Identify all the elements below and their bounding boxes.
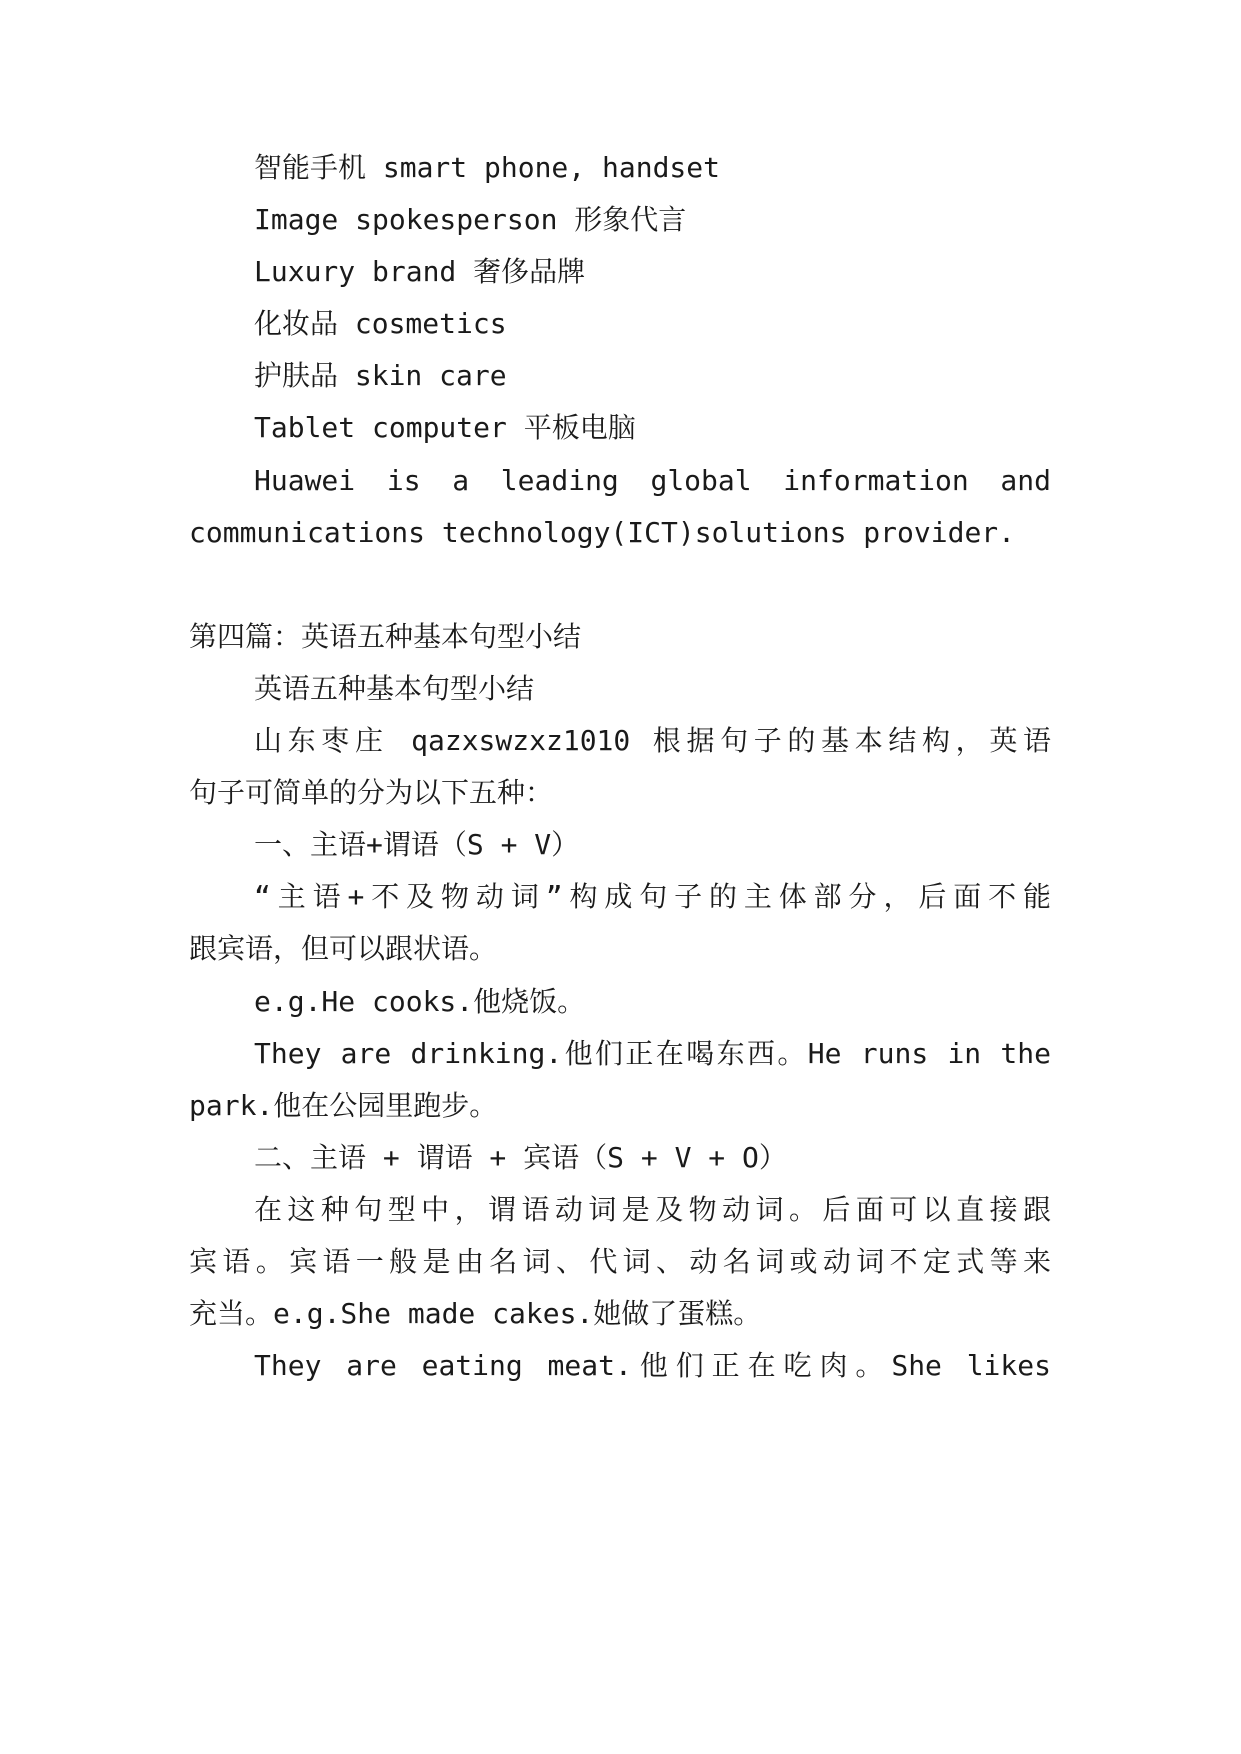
text-line: Image spokesperson 形象代言 [254, 203, 687, 236]
example-line: park.他在公园里跑步。 [189, 1089, 498, 1122]
text-line: 护肤品 skin care [254, 359, 507, 392]
text-line: 化妆品 cosmetics [254, 307, 507, 340]
text-line: “主语+不及物动词”构成句子的主体部分，后面不能 [254, 880, 1051, 913]
example-line: They are drinking.他们正在喝东西。He runs in the [254, 1037, 1051, 1070]
subheading: 二、主语 + 谓语 + 宾语（S + V + O） [254, 1141, 787, 1174]
text-line: Luxury brand 奢侈品牌 [254, 255, 586, 288]
text-line: 山东枣庄 qazxswzxz1010 根据句子的基本结构，英语 [254, 724, 1051, 757]
text-line: 宾语。宾语一般是由名词、代词、动名词或动词不定式等来 [189, 1245, 1051, 1278]
text-line: 跟宾语，但可以跟状语。 [189, 932, 498, 965]
text-line: 在这种句型中，谓语动词是及物动词。后面可以直接跟 [254, 1193, 1051, 1226]
text-line: communications technology(ICT)solutions provider. [189, 516, 1016, 549]
example-line: e.g.He cooks.他烧饭。 [254, 985, 586, 1018]
subheading: 一、主语+谓语（S + V） [254, 828, 580, 861]
example-line: They are eating meat.他们正在吃肉。She likes [254, 1349, 1051, 1382]
section-heading: 第四篇：英语五种基本句型小结 [189, 620, 582, 653]
text-line: 智能手机 smart phone, handset [254, 151, 721, 184]
text-line: Huawei is a leading global information and [254, 464, 1051, 497]
text-line: 句子可简单的分为以下五种： [189, 776, 554, 809]
section-title: 英语五种基本句型小结 [254, 672, 535, 705]
text-line: 充当。e.g.She made cakes.她做了蛋糕。 [189, 1297, 762, 1330]
text-line: Tablet computer 平板电脑 [254, 411, 636, 444]
